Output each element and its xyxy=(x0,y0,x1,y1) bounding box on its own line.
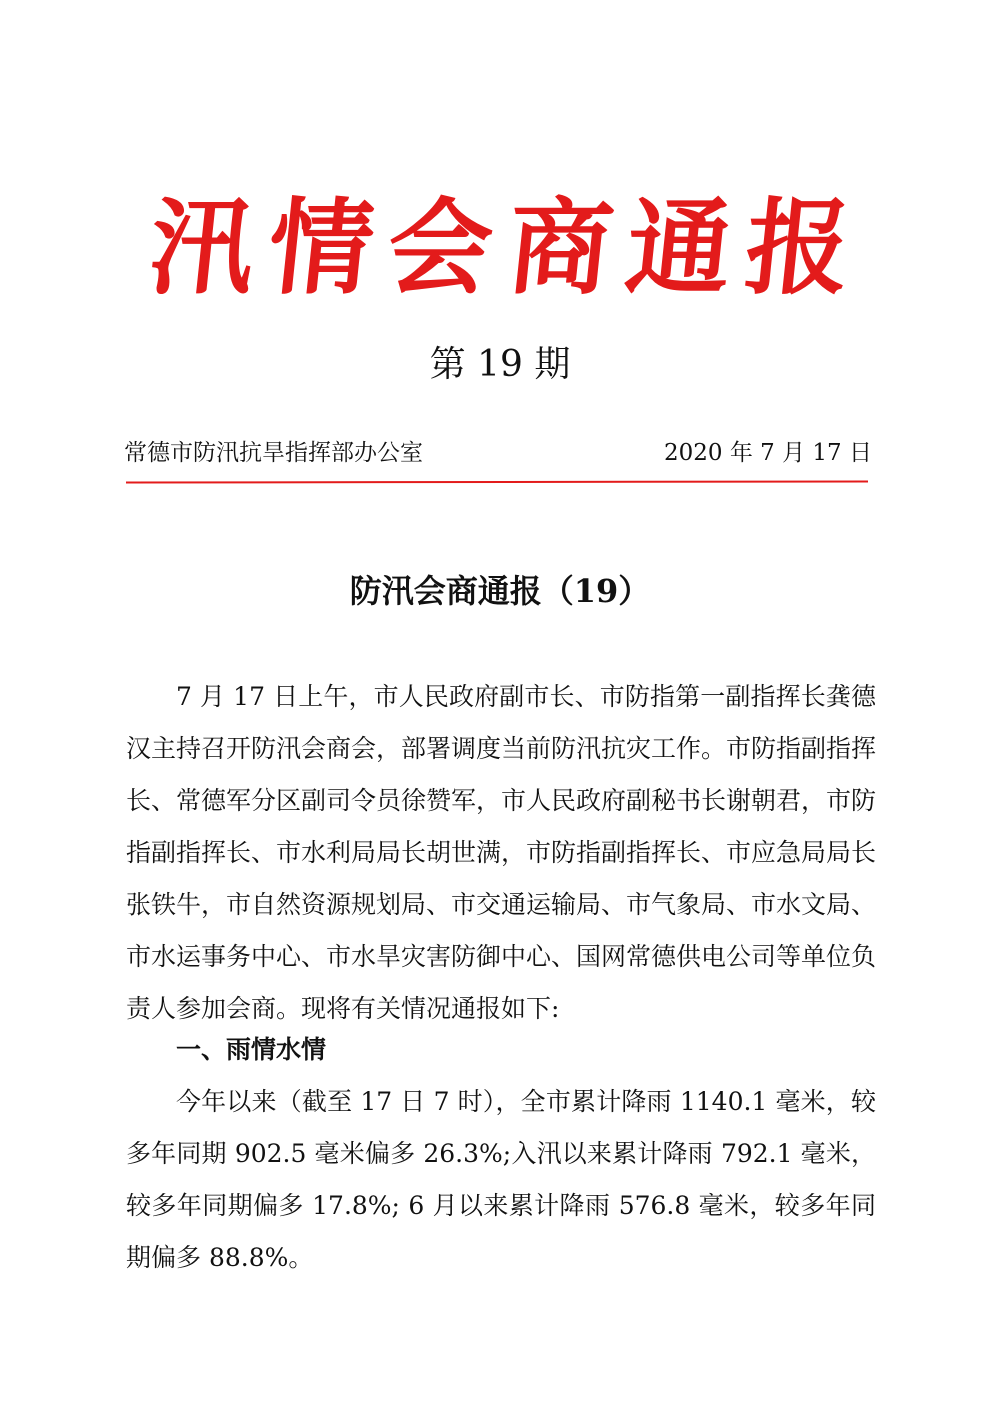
issue-number: 第 19 期 xyxy=(429,344,571,385)
masthead-char: 汛 xyxy=(143,186,261,309)
paragraph-intro: 7 月 17 日上午，市人民政府副市长、市防指第一副指挥长龚德汉主持召开防汛会商会，部署调度当前防汛抗灾工作。市防指副指挥长、常德军分区副司令员徐赞军，市人民政府副秘书长谢朝君，市防指副指挥长、市水利局局长胡世满，市防指副指挥长、市应急局局长张铁牛，市自然资源规划局、市交通运输局、市气象局、市水文局、市水运事务中心、市水旱灾害防御中心、国网常德供电公司等单位负责人参加会商。现将有关情况通报如下: xyxy=(126,682,877,1023)
paragraph-rainfall: 今年以来（截至 17 日 7 时），全市累计降雨 1140.1 毫米，较多年同期 902.5 毫米偏多 26.3%;入汛以来累计降雨 792.1 毫米，较多年同期偏多 17.8%; 6 月以来累计降雨 576.8 毫米，较多年同期偏多 88.8%。 xyxy=(126,1087,876,1272)
masthead-char: 商 xyxy=(501,186,619,309)
document-title: 防汛会商通报（19） xyxy=(349,572,651,610)
section-heading: 一、雨情水情 xyxy=(176,1035,327,1064)
masthead-char: 会 xyxy=(381,186,499,309)
masthead-char: 报 xyxy=(739,186,857,309)
masthead-title xyxy=(143,186,857,309)
issue-date: 2020 年 7 月 17 日 xyxy=(664,440,872,466)
masthead-char: 通 xyxy=(620,186,738,309)
masthead-char: 情 xyxy=(262,186,380,309)
issuer: 常德市防汛抗旱指挥部办公室 xyxy=(124,440,423,466)
red-divider xyxy=(126,480,868,483)
